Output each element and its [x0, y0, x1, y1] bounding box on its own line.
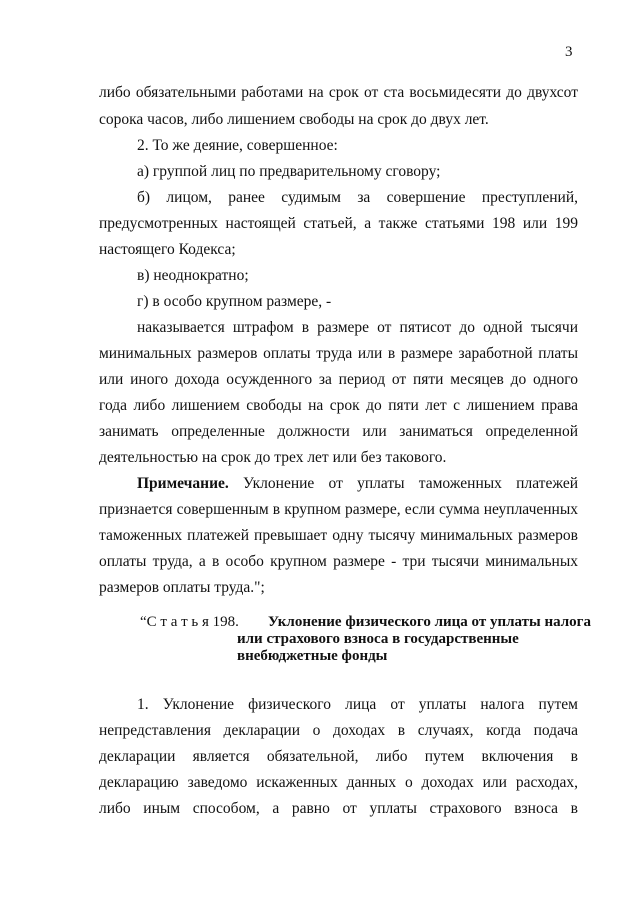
article-body-line: декларацию заведомо искаженных данных о доходах или расходах, — [99, 774, 578, 791]
article-title-text: внебюджетные фонды — [237, 648, 388, 664]
paragraph-line: настоящего Кодекса; — [99, 241, 236, 258]
paragraph-line: деятельностью на срок до трех лет или без такового. — [99, 449, 447, 466]
note-line: размеров оплаты труда."; — [99, 579, 265, 596]
note-line — [99, 474, 578, 494]
paragraph-line: предусмотренных настоящей статьей, а также статьями 198 или 199 — [99, 215, 578, 232]
article-body-line: 1. Уклонение физического лица от уплаты налога путем — [137, 696, 578, 713]
paragraph-line: в) неоднократно; — [137, 267, 249, 284]
article-body-line: непредставления декларации о доходах в случаях, когда подача — [99, 722, 578, 739]
paragraph-line: г) в особо крупном размере, - — [137, 293, 332, 310]
paragraph-line: 2. То же деяние, совершенное: — [137, 137, 338, 154]
paragraph-line: б) лицом, ранее судимым за совершение преступлений, — [137, 189, 578, 206]
paragraph-line: занимать определенные должности или заниматься определенной — [99, 423, 578, 440]
note-line: оплаты труда, а в особо крупном размере - три тысячи минимальных — [99, 553, 578, 570]
paragraph-line: а) группой лиц по предварительному сговору; — [137, 163, 441, 180]
note-label: Примечание. — [137, 475, 229, 492]
article-title-text: Уклонение физического лица от уплаты налога — [268, 614, 591, 630]
paragraph-line: либо обязательными работами на срок от ста восьмидесяти до двухсот — [99, 84, 578, 101]
paragraph-line: года либо лишением свободы на срок до пяти лет с лишением права — [99, 397, 578, 414]
article-title-line — [237, 647, 387, 666]
article-body-line: либо иным способом, а равно от уплаты страхового взноса в — [99, 800, 578, 817]
paragraph-line: сорока часов, либо лишением свободы на срок до двух лет. — [99, 111, 489, 128]
article-title-text: или страхового взноса в государственные — [237, 631, 519, 647]
article-body-line: декларации является обязательной, либо путем включения в — [99, 748, 578, 765]
page-number: 3 — [565, 44, 573, 60]
note-text: Уклонение от уплаты таможенных платежей — [228, 475, 578, 492]
article-prefix: “С т а т ь я 198. — [140, 614, 239, 630]
paragraph-line: или иного дохода осужденного за период от пяти месяцев до одного — [99, 371, 578, 388]
paragraph-line: наказывается штрафом в размере от пятисот до одной тысячи — [137, 319, 578, 336]
paragraph-line: минимальных размеров оплаты труда или в размере заработной платы — [99, 345, 578, 362]
note-line: таможенных платежей превышает одну тысячу минимальных размеров — [99, 527, 578, 544]
note-line: признается совершенным в крупном размере, если сумма неуплаченных — [99, 501, 578, 518]
